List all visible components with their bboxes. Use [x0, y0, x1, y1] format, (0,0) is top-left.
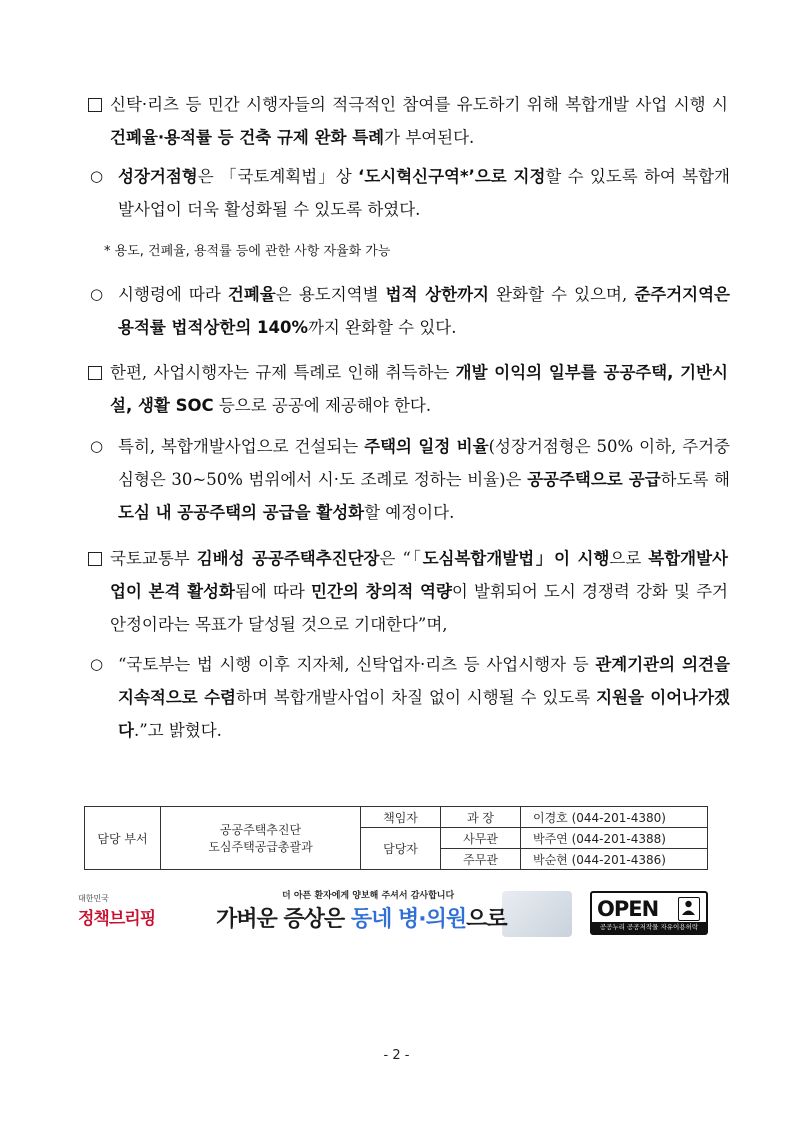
contact-title-3: 주무관 — [441, 849, 521, 870]
body-text: 신탁·리츠 등 민간 시행자들의 적극적인 참여를 유도하기 위해 복합개발 사업 시행 시 — [110, 95, 728, 114]
square-bullet-icon — [88, 366, 102, 380]
logo-small-text: 대한민국 — [78, 894, 109, 903]
paragraph-official-quote — [88, 542, 728, 641]
body-text: 할 수 있도록 하여 복합개발사업이 더욱 활성화될 수 있도록 하였다. — [118, 167, 730, 219]
dept-label: 담당 부서 — [85, 807, 161, 870]
dept-name-1: 공공주택추진단 — [219, 823, 302, 837]
ad-headline — [216, 902, 507, 933]
ad-headline-part-2: 동네 병·의원 — [350, 907, 467, 932]
contact-info-3: 박순현 (044-201-4386) — [521, 849, 708, 870]
paragraph-body — [88, 278, 730, 344]
paragraph-text — [110, 356, 728, 422]
paragraph-body — [88, 88, 728, 154]
ad-illustration — [502, 891, 572, 937]
emphasis-text: 지원을 이어나가겠다 — [118, 688, 730, 740]
paragraph-body — [88, 648, 730, 747]
emphasis-text: 건폐율·용적률 등 건축 규제 완화 특례 — [110, 128, 385, 147]
footnote-zoning: * 용도, 건폐율, 용적률 등에 관한 사항 자율화 가능 — [104, 244, 391, 259]
emphasis-text: 도심복합개발법」이 시행 — [422, 549, 610, 568]
policy-briefing-logo[interactable] — [78, 893, 174, 933]
emphasis-text: 공공주택으로 공급 — [527, 470, 661, 489]
paragraph-text — [110, 88, 728, 154]
footer-banner — [78, 887, 714, 939]
bullet-enforcement-decree — [88, 278, 730, 344]
kogl-open-license-badge[interactable] — [590, 891, 708, 935]
page-number: - 2 - — [383, 1048, 410, 1063]
body-text: .”고 밝혔다. — [133, 721, 222, 740]
body-text: 까지 완화할 수 있다. — [307, 318, 457, 337]
emphasis-text: 주택의 일정 비율 — [364, 437, 489, 456]
paragraph-body — [88, 356, 728, 422]
ad-headline-part-1: 가벼운 증상은 — [216, 907, 351, 932]
body-text: 할 예정이다. — [364, 503, 455, 522]
body-text: 은 “「 — [379, 549, 423, 568]
emphasis-text: 법적 상한까지 — [385, 285, 489, 304]
body-text: 국토교통부 — [110, 549, 197, 568]
emphasis-text: 도심 내 공공주택의 공급을 활성화 — [118, 503, 365, 522]
paragraph-text — [118, 648, 730, 747]
square-bullet — [88, 542, 110, 641]
paragraph-body — [88, 430, 730, 529]
bullet-public-housing — [88, 430, 730, 529]
responsible-label: 책임자 — [361, 807, 441, 828]
body-text: 한편, 사업시행자는 규제 특례로 인해 취득하는 — [110, 363, 456, 382]
dept-names — [161, 807, 361, 870]
square-bullet-icon — [88, 552, 102, 566]
body-text: 은 「국토계획법」상 — [197, 167, 359, 186]
campaign-ad-banner[interactable] — [216, 887, 572, 939]
body-text: 완화할 수 있으며, — [488, 285, 635, 304]
body-text: 등으로 공공에 제공해야 한다. — [213, 396, 432, 415]
attribution-person-icon — [678, 897, 700, 921]
circle-bullet-icon: ○ — [90, 167, 104, 185]
body-text: 시행령에 따라 — [118, 285, 228, 304]
circle-bullet-icon: ○ — [90, 437, 104, 455]
body-text: 하도록 해 — [660, 470, 730, 489]
logo-large-text: 정책브리핑 — [78, 909, 156, 929]
paragraph-body — [88, 160, 730, 226]
emphasis-text: 성장거점형 — [118, 167, 198, 186]
body-text: 은 용도지역별 — [275, 285, 386, 304]
paragraph-text — [118, 160, 730, 226]
paragraph-body — [88, 542, 728, 641]
body-text: 으로 — [609, 549, 649, 568]
contact-title-1: 과 장 — [441, 807, 521, 828]
ad-headline-part-3: 으로 — [466, 907, 507, 932]
emphasis-text: 준주거지역은 용적률 법적상한의 140% — [118, 285, 730, 337]
emphasis-text: ‘도시혁신구역*’으로 지정 — [358, 167, 546, 186]
body-text: 됨에 따라 — [234, 582, 312, 601]
contact-table — [84, 806, 708, 870]
body-text: 이 발휘되어 도시 경쟁력 강화 및 주거 안정이라는 목표가 달성될 것으로 기대한다”며, — [110, 582, 728, 634]
open-license-bar: 공공누리 공공저작물 자유이용허락 — [592, 922, 706, 933]
body-text: (성장거점형은 50% 이하, 주거중심형은 30~50% 범위에서 시·도 조례로 정하는 비율)은 — [118, 437, 730, 489]
paragraph-public-contribution — [88, 356, 728, 422]
circle-bullet-icon: ○ — [90, 655, 104, 673]
bullet-growth-hub — [88, 160, 730, 226]
emphasis-text: 관계기관의 의견을 지속적으로 수렴 — [118, 655, 730, 707]
paragraph-deregulation — [88, 88, 728, 154]
paragraph-text — [110, 542, 728, 641]
emphasis-text: 김배성 공공주택추진단장 — [196, 549, 380, 568]
body-text: 특히, 복합개발사업으로 건설되는 — [118, 437, 365, 456]
square-bullet-icon — [88, 98, 102, 112]
square-bullet — [88, 356, 110, 422]
emphasis-text: 복합개발사업이 본격 활성화 — [110, 549, 728, 601]
body-text: 가 부여된다. — [384, 128, 475, 147]
bullet-support-quote — [88, 648, 730, 747]
contact-info-1: 이경호 (044-201-4380) — [521, 807, 708, 828]
contact-title-2: 사무관 — [441, 828, 521, 849]
square-bullet — [88, 88, 110, 154]
emphasis-text: 건폐율 — [227, 285, 276, 304]
emphasis-text: 민간의 창의적 역량 — [311, 582, 452, 601]
emphasis-text: 개발 이익의 일부를 공공주택, 기반시설, 생활 SOC — [110, 363, 728, 415]
circle-bullet-icon: ○ — [90, 285, 104, 303]
ad-top-text: 더 아픈 환자에게 양보해 주셔서 감사합니다 — [282, 891, 455, 901]
body-text: 하며 복합개발사업이 차질 없이 시행될 수 있도록 — [235, 688, 597, 707]
contact-info-2: 박주연 (044-201-4388) — [521, 828, 708, 849]
in-charge-label: 담당자 — [361, 828, 441, 870]
paragraph-text — [118, 430, 730, 529]
open-text: OPEN — [597, 897, 659, 921]
paragraph-text — [118, 278, 730, 344]
dept-name-2: 도심주택공급총괄과 — [208, 840, 313, 854]
body-text: “국토부는 법 시행 이후 지자체, 신탁업자·리츠 등 사업시행자 등 — [118, 655, 596, 674]
